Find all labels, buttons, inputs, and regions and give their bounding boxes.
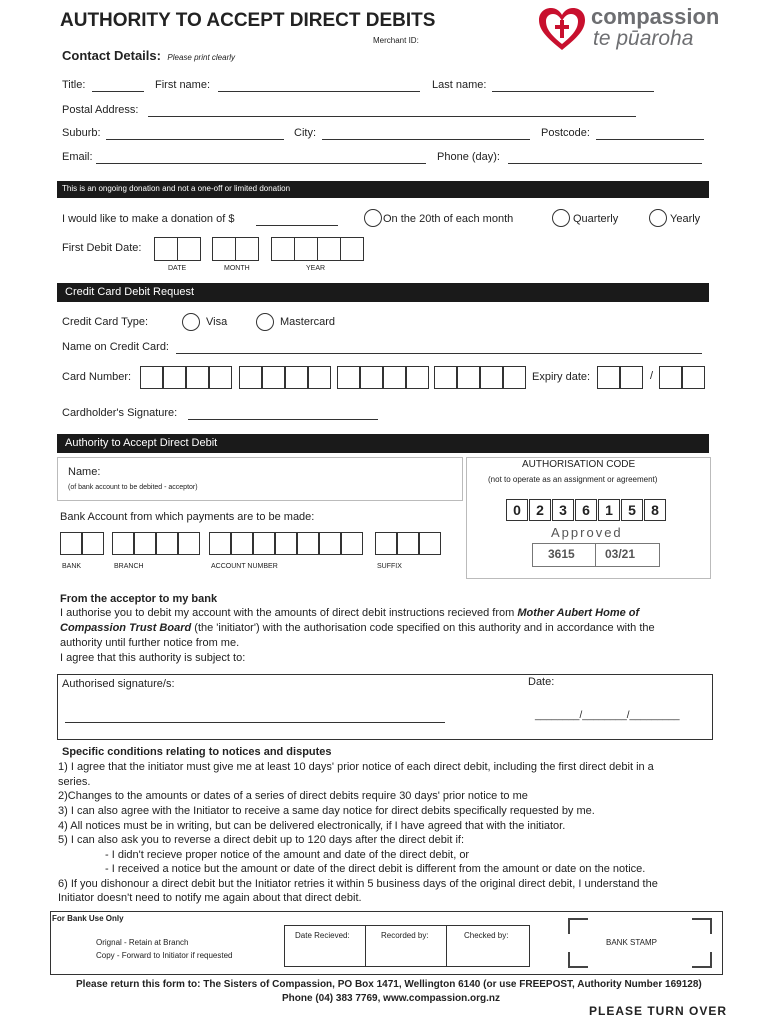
donation-amount-label: I would like to make a donation of $ bbox=[62, 213, 235, 225]
account-digit-box[interactable] bbox=[231, 532, 253, 555]
condition-line: - I received a notice but the amount or date of the direct debit is different from the amount or date on the notice. bbox=[105, 863, 646, 875]
code-digit: 6 bbox=[575, 499, 597, 521]
acceptor-paragraph-line: I agree that this authority is subject to: bbox=[60, 652, 246, 664]
please-turn-over: PLEASE TURN OVER bbox=[589, 1004, 728, 1018]
credit-card-banner: Credit Card Debit Request bbox=[57, 283, 709, 302]
account-digit-box[interactable] bbox=[297, 532, 319, 555]
year-box[interactable] bbox=[294, 237, 318, 261]
year-box[interactable] bbox=[340, 237, 364, 261]
bank-caption: BANK bbox=[62, 563, 82, 570]
bank-account-label: Bank Account from which payments are to be made: bbox=[60, 511, 315, 523]
last-name-field[interactable] bbox=[492, 91, 654, 92]
suffix-caption: SUFFIX bbox=[377, 563, 402, 570]
card-digit-box[interactable] bbox=[308, 366, 331, 389]
acceptor-heading: From the acceptor to my bank bbox=[60, 593, 218, 605]
year-box[interactable] bbox=[317, 237, 341, 261]
radio-mastercard-label: Mastercard bbox=[280, 316, 336, 328]
bank-digit-box[interactable] bbox=[60, 532, 82, 555]
condition-line: 4) All notices must be in writing, but can be delivered electronically, if I have agreed that with the initiator. bbox=[58, 820, 566, 832]
code-digit: 2 bbox=[529, 499, 551, 521]
contact-details-heading: Contact Details: Please print clearly bbox=[62, 48, 236, 63]
authorisation-code-note: (not to operate as an assignment or agreement) bbox=[488, 475, 658, 484]
bank-stamp-label: BANK STAMP bbox=[606, 938, 657, 947]
recorded-by-label: Recorded by: bbox=[381, 931, 429, 940]
compassion-logo bbox=[537, 4, 720, 54]
account-digit-box[interactable] bbox=[253, 532, 275, 555]
code-digit: 1 bbox=[598, 499, 620, 521]
card-digit-box[interactable] bbox=[337, 366, 360, 389]
city-label: City: bbox=[294, 127, 316, 139]
account-digit-box[interactable] bbox=[209, 532, 231, 555]
condition-line: - I didn't recieve proper notice of the amount and date of the direct debit, or bbox=[105, 849, 470, 861]
form-title: AUTHORITY TO ACCEPT DIRECT DEBITS bbox=[60, 10, 436, 31]
acceptor-paragraph-line: authority until further notice from me. bbox=[60, 637, 240, 649]
city-field[interactable] bbox=[322, 139, 530, 140]
stamp-corner bbox=[568, 952, 588, 968]
title-label: Title: bbox=[62, 79, 86, 91]
card-digit-box[interactable] bbox=[285, 366, 308, 389]
card-digit-box[interactable] bbox=[480, 366, 503, 389]
radio-yearly-label: Yearly bbox=[670, 213, 701, 225]
signature-date-field[interactable]: ________/________/_________ bbox=[535, 710, 680, 721]
expiry-month-box[interactable] bbox=[620, 366, 643, 389]
bank-use-copy: Copy - Forward to Initiator if requested bbox=[96, 951, 233, 960]
postcode-label: Postcode: bbox=[541, 127, 590, 139]
radio-20th-label: On the 20th of each month bbox=[383, 213, 514, 225]
code-digit: 8 bbox=[644, 499, 666, 521]
authorised-signature-label: Authorised signature/s: bbox=[62, 678, 175, 690]
phone-website-line: Phone (04) 383 7769, www.compassion.org.nz bbox=[282, 993, 501, 1004]
branch-caption: BRANCH bbox=[114, 563, 144, 570]
year-box[interactable] bbox=[271, 237, 295, 261]
card-digit-box[interactable] bbox=[140, 366, 163, 389]
code-digit: 0 bbox=[506, 499, 528, 521]
condition-line: 3) I can also agree with the Initiator to receive a same day notice for direct debits specifically requested by me. bbox=[58, 805, 595, 817]
name-on-card-label: Name on Credit Card: bbox=[62, 341, 169, 353]
last-name-label: Last name: bbox=[432, 79, 487, 91]
ongoing-donation-banner: This is an ongoing donation and not a one-off or limited donation bbox=[57, 181, 709, 198]
card-digit-box[interactable] bbox=[209, 366, 232, 389]
year-caption: YEAR bbox=[306, 265, 326, 272]
first-name-field[interactable] bbox=[218, 91, 420, 92]
date-box[interactable] bbox=[154, 237, 178, 261]
stamp-corner bbox=[692, 952, 712, 968]
account-digit-box[interactable] bbox=[319, 532, 341, 555]
card-number-label: Card Number: bbox=[62, 371, 132, 383]
first-debit-label: First Debit Date: bbox=[62, 242, 142, 254]
stamp-corner bbox=[692, 918, 712, 934]
stamp-corner bbox=[568, 918, 588, 934]
branch-digit-box[interactable] bbox=[112, 532, 134, 555]
card-digit-box[interactable] bbox=[163, 366, 186, 389]
branch-digit-box[interactable] bbox=[156, 532, 178, 555]
heart-cross-icon bbox=[537, 6, 587, 54]
card-digit-box[interactable] bbox=[434, 366, 457, 389]
email-field[interactable] bbox=[96, 163, 426, 164]
radio-visa-label: Visa bbox=[206, 316, 228, 328]
phone-label: Phone (day): bbox=[437, 151, 500, 163]
radio-yearly[interactable] bbox=[649, 209, 667, 227]
suffix-digit-box[interactable] bbox=[375, 532, 397, 555]
condition-line: series. bbox=[58, 776, 91, 788]
postcode-field[interactable] bbox=[596, 139, 704, 140]
cardholder-signature-field[interactable] bbox=[188, 419, 378, 420]
acceptor-paragraph-line: I authorise you to debit my account with the amounts of direct debit instructions recieved from Mother Aubert Home of bbox=[60, 607, 640, 619]
postal-address-field[interactable] bbox=[148, 116, 636, 117]
card-digit-box[interactable] bbox=[262, 366, 285, 389]
postal-address-label: Postal Address: bbox=[62, 104, 139, 116]
radio-mastercard[interactable] bbox=[256, 313, 274, 331]
email-label: Email: bbox=[62, 151, 93, 163]
card-digit-box[interactable] bbox=[186, 366, 209, 389]
date-box[interactable] bbox=[177, 237, 201, 261]
title-field[interactable] bbox=[92, 91, 144, 92]
code-digit: 5 bbox=[621, 499, 643, 521]
month-box[interactable] bbox=[212, 237, 236, 261]
radio-quarterly-label: Quarterly bbox=[573, 213, 619, 225]
month-caption: MONTH bbox=[224, 265, 250, 272]
expiry-year-box[interactable] bbox=[682, 366, 705, 389]
account-digit-box[interactable] bbox=[275, 532, 297, 555]
signature-date-label: Date: bbox=[528, 676, 555, 688]
condition-line: 1) I agree that the initiator must give me at least 10 days' prior notice of each direct debit, including the first direct debit in a bbox=[58, 761, 654, 773]
name-on-card-field[interactable] bbox=[176, 353, 702, 354]
card-digit-box[interactable] bbox=[360, 366, 383, 389]
authorised-signature-field[interactable] bbox=[65, 722, 445, 723]
suffix-digit-box[interactable] bbox=[419, 532, 441, 555]
expiry-slash: / bbox=[650, 370, 654, 382]
authorisation-code-title: AUTHORISATION CODE bbox=[522, 459, 636, 470]
bank-use-original: Orignal - Retain at Branch bbox=[96, 938, 189, 947]
first-name-label: First name: bbox=[155, 79, 211, 91]
acceptor-paragraph-line: Compassion Trust Board (the 'initiator') with the authorisation code specified on this authority and in accordance with the bbox=[60, 622, 655, 634]
condition-line: 6) If you dishonour a direct debit but the Initiator retries it within 5 business days of the original direct debit, I understand the bbox=[58, 878, 658, 890]
return-address-line: Please return this form to: The Sisters of Compassion, PO Box 1471, Wellington 6140 (or use FREEPOST, Authority Number 169128) bbox=[76, 979, 702, 990]
code-digit: 3 bbox=[552, 499, 574, 521]
approved-stamp-text: Approved bbox=[551, 525, 623, 540]
approved-stamp-divider bbox=[595, 543, 596, 566]
suburb-field[interactable] bbox=[106, 139, 284, 140]
suffix-digit-box[interactable] bbox=[397, 532, 419, 555]
phone-field[interactable] bbox=[508, 163, 702, 164]
card-digit-box[interactable] bbox=[406, 366, 429, 389]
stamp-date: 03/21 bbox=[605, 547, 636, 561]
branch-digit-box[interactable] bbox=[178, 532, 200, 555]
account-name-note: (of bank account to be debited - acceptor) bbox=[68, 484, 198, 491]
expiry-year-box[interactable] bbox=[659, 366, 682, 389]
checked-by-label: Checked by: bbox=[464, 931, 509, 940]
donation-amount-field[interactable] bbox=[256, 225, 338, 226]
expiry-label: Expiry date: bbox=[532, 371, 591, 383]
stamp-number: 3615 bbox=[548, 547, 575, 561]
card-digit-box[interactable] bbox=[383, 366, 406, 389]
condition-line: Initiator doesn't need to notify me again about that direct debit. bbox=[58, 892, 362, 904]
account-name-box[interactable] bbox=[57, 457, 463, 501]
logo-line2: te pūaroha bbox=[593, 27, 694, 50]
account-name-label: Name: bbox=[68, 466, 101, 478]
expiry-month-box[interactable] bbox=[597, 366, 620, 389]
account-digit-box[interactable] bbox=[341, 532, 363, 555]
radio-20th-of-month[interactable] bbox=[364, 209, 382, 227]
card-digit-box[interactable] bbox=[503, 366, 526, 389]
authority-banner: Authority to Accept Direct Debit bbox=[57, 434, 709, 453]
suburb-label: Suburb: bbox=[62, 127, 101, 139]
date-caption: DATE bbox=[168, 265, 187, 272]
bank-digit-box[interactable] bbox=[82, 532, 104, 555]
card-digit-box[interactable] bbox=[457, 366, 480, 389]
radio-quarterly[interactable] bbox=[552, 209, 570, 227]
radio-visa[interactable] bbox=[182, 313, 200, 331]
bank-use-title: For Bank Use Only bbox=[52, 914, 124, 923]
condition-line: 2)Changes to the amounts or dates of a series of direct debits require 30 days' prior notice to me bbox=[58, 790, 528, 802]
condition-line: 5) I can also ask you to reverse a direct debit up to 120 days after the direct debit if: bbox=[58, 834, 465, 846]
date-received-label: Date Recieved: bbox=[295, 931, 350, 940]
cardholder-signature-label: Cardholder's Signature: bbox=[62, 407, 178, 419]
logo-line1: compassion bbox=[591, 4, 720, 29]
conditions-heading: Specific conditions relating to notices and disputes bbox=[62, 746, 332, 758]
merchant-id-label: Merchant ID: bbox=[373, 36, 419, 45]
account-caption: ACCOUNT NUMBER bbox=[211, 563, 278, 570]
month-box[interactable] bbox=[235, 237, 259, 261]
card-digit-box[interactable] bbox=[239, 366, 262, 389]
card-type-label: Credit Card Type: bbox=[62, 316, 149, 328]
branch-digit-box[interactable] bbox=[134, 532, 156, 555]
